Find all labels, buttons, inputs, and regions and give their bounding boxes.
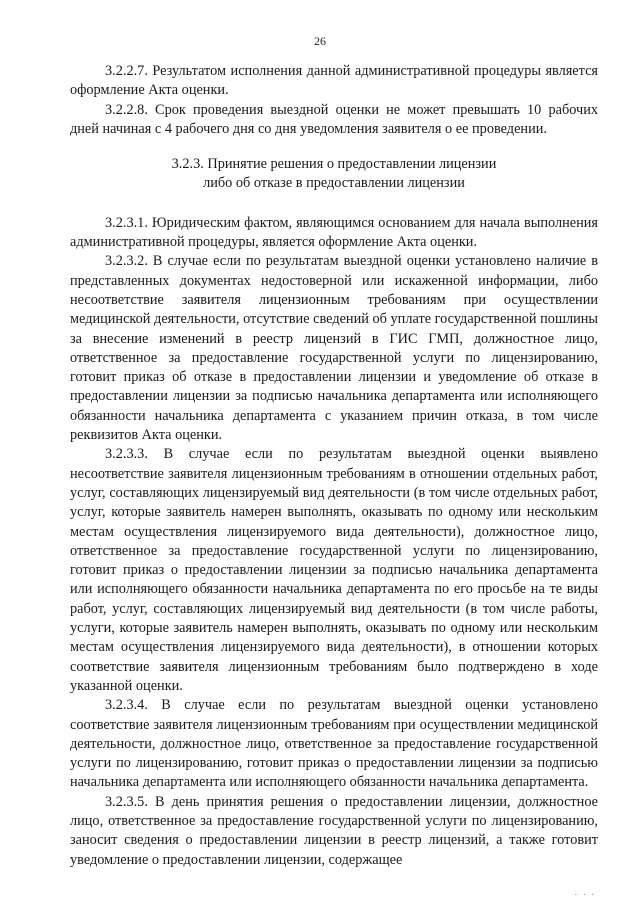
- paragraph-3-2-3-1: 3.2.3.1. Юридическим фактом, являющимся основанием для начала выполнения административной процедуры, является оформление Акта оценки.: [70, 214, 598, 251]
- paragraph-3-2-2-8: 3.2.2.8. Срок проведения выездной оценки не может превышать 10 рабочих дней начиная с 4 рабочего дня со дня уведомления заявителя о ее проведении.: [70, 101, 598, 137]
- scan-artifact: . . .: [574, 887, 596, 897]
- paragraph-3-2-3-2: 3.2.3.2. В случае если по результатам выездной оценки установлено наличие в представленных документах недостоверной или искаженной информации, либо несоответствие заявителя лицензионным требованиям при осуществлении медицинской деятельности, отсутствие сведений об уплате государственной пошлины за внесение изменений в реестр лицензий в ГИС ГМП, должностное лицо, ответственное за предоставление государственной услуги по лицензированию, готовит приказ об отказе в предоставлении лицензии и уведомление об отказе в предоставлении лицензии за подписью начальника департамента или исполняющего обязанности начальника департамента с указанием причин отказа, в том числе реквизитов Акта оценки.: [70, 253, 598, 444]
- section-heading-line-2: либо об отказе в предоставлении лицензии: [203, 175, 465, 192]
- section-heading-line-1: 3.2.3. Принятие решения о предоставлении лицензии: [171, 156, 497, 173]
- paragraph-3-2-2-7: 3.2.2.7. Результатом исполнения данной административной процедуры является оформление Акта оценки.: [70, 63, 598, 99]
- paragraph-3-2-3-4: 3.2.3.4. В случае если по результатам выездной оценки установлено соответствие заявителя лицензионным требованиям при осуществлении медицинской деятельности, должностное лицо, ответственное за предоставление государственной услуги по лицензированию, готовит приказ о предоставлении лицензии за подписью начальника департамента или исполняющего обязанности начальника департамента.: [70, 697, 598, 791]
- page-number: 26: [314, 34, 326, 48]
- document-body: [70, 62, 598, 870]
- paragraph-3-2-3-3: 3.2.3.3. В случае если по результатам выездной оценки выявлено несоответствие заявителя лицензионным требованиям в отношении отдельных работ, услуг, составляющих лицензируемый вид деятельности (в том числе отдельных работ, услуг, которые заявитель намерен выполнять, оказывать по одному или нескольким местам осуществления лицензируемого вида деятельности), должностное лицо, ответственное за предоставление государственной услуги по лицензированию, готовит приказ о предоставлении лицензии за подписью начальника департамента или исполняющего обязанности начальника департамента по его просьбе на те виды работ, услуг, составляющих лицензируемый вид деятельности (в том числе работы, услуги, которые заявитель намерен выполнять, оказывать по одному или нескольким местам осуществления лицензируемого вида деятельности), в отношении которых соответствие заявителя лицензионным требованиям было подтверждено в ходе указанной оценки.: [70, 446, 598, 694]
- section-heading: [70, 155, 598, 194]
- paragraph-3-2-3-5: 3.2.3.5. В день принятия решения о предоставлении лицензии, должностное лицо, ответственное за предоставление государственной услуги по лицензированию, заносит сведения о предоставлении лицензии в реестр лицензий, а также готовит уведомление о предоставлении лицензии, содержащее: [70, 793, 598, 868]
